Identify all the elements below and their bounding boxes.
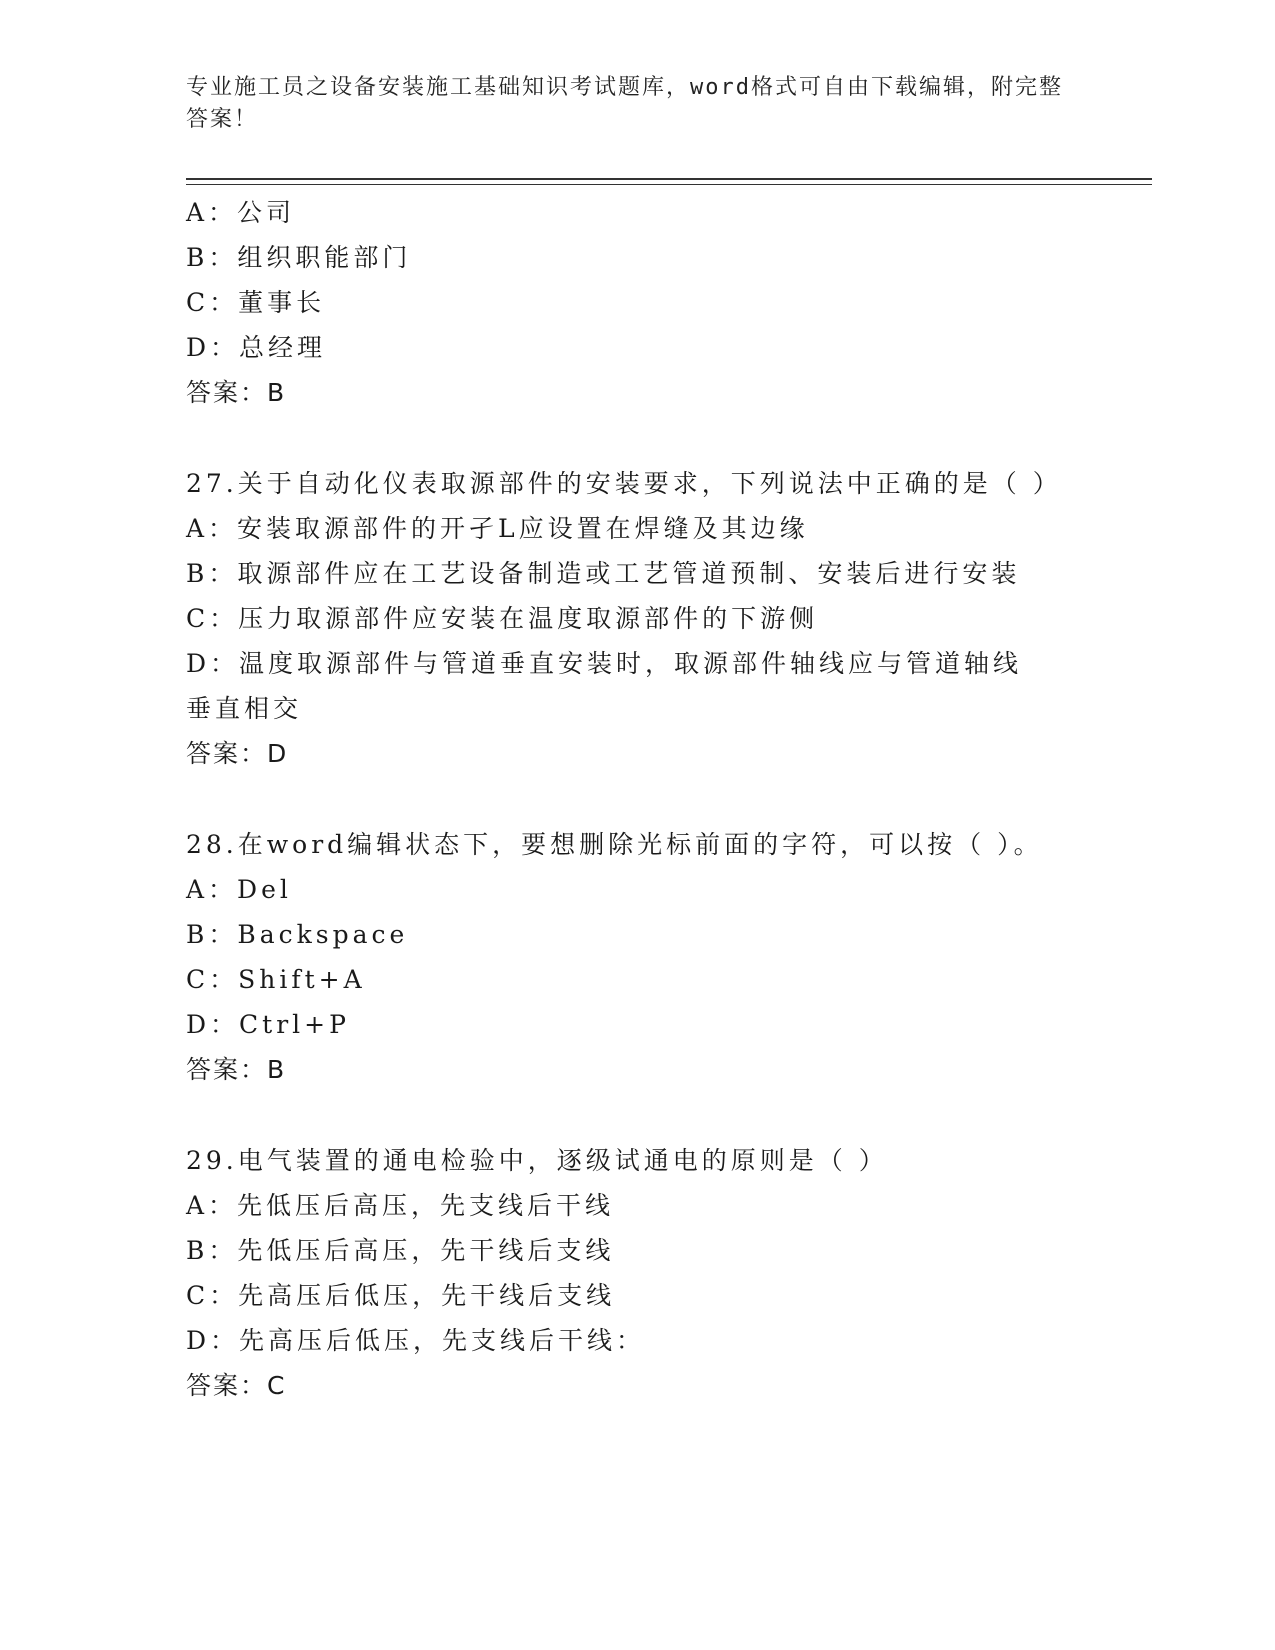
option-b: B：先低压后高压，先干线后支线 bbox=[186, 1236, 615, 1265]
option-c: C：Shift+A bbox=[186, 965, 366, 994]
option-b: B：组织职能部门 bbox=[186, 243, 412, 272]
option-d: D：温度取源部件与管道垂直安装时，取源部件轴线应与管道轴线垂直相交 bbox=[186, 649, 1023, 723]
question-block-28 bbox=[186, 822, 1086, 1092]
header-rule-thick bbox=[186, 178, 1152, 180]
question-text: 27.关于自动化仪表取源部件的安装要求，下列说法中正确的是（ ） bbox=[186, 469, 1062, 498]
question-block-27 bbox=[186, 461, 1086, 776]
option-a: A：Del bbox=[186, 875, 292, 904]
option-b: B：取源部件应在工艺设备制造或工艺管道预制、安装后进行安装 bbox=[186, 559, 1021, 588]
question-block-26 bbox=[186, 190, 1086, 415]
option-d: D：Ctrl+P bbox=[186, 1010, 350, 1039]
option-d: D：总经理 bbox=[186, 333, 327, 362]
question-text: 28.在word编辑状态下，要想删除光标前面的字符，可以按（ ）。 bbox=[186, 830, 1043, 859]
option-a: A：安装取源部件的开孑L应设置在焊缝及其边缘 bbox=[186, 514, 809, 543]
document-header: 专业施工员之设备安装施工基础知识考试题库，word格式可自由下载编辑，附完整答案！ bbox=[186, 75, 1063, 132]
option-c: C：董事长 bbox=[186, 288, 326, 317]
option-a: A：先低压后高压，先支线后干线 bbox=[186, 1191, 615, 1220]
question-text: 29.电气装置的通电检验中，逐级试通电的原则是（ ） bbox=[186, 1146, 888, 1175]
option-d: D：先高压后低压，先支线后干线： bbox=[186, 1326, 646, 1355]
question-list bbox=[186, 190, 1086, 1408]
option-a: A：公司 bbox=[186, 198, 296, 227]
option-c: C：先高压后低压，先干线后支线 bbox=[186, 1281, 616, 1310]
question-block-29 bbox=[186, 1138, 1086, 1408]
option-c: C：压力取源部件应安装在温度取源部件的下游侧 bbox=[186, 604, 819, 633]
answer-line: 答案：B bbox=[186, 378, 287, 407]
header-rule-thin bbox=[186, 184, 1152, 185]
answer-line: 答案：D bbox=[186, 739, 289, 768]
option-b: B：Backspace bbox=[186, 920, 409, 949]
answer-line: 答案：B bbox=[186, 1055, 287, 1084]
answer-line: 答案：C bbox=[186, 1371, 287, 1400]
